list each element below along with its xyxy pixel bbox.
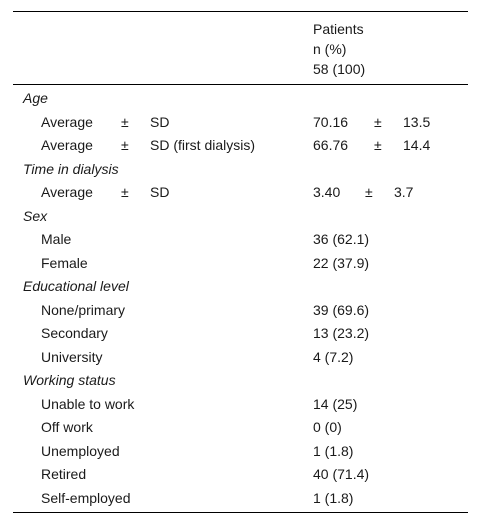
row-label: Male (41, 231, 72, 247)
row-label: Self-employed (41, 489, 131, 506)
row-value: 13 (23.2) (313, 325, 370, 341)
table-row (13, 487, 468, 511)
row-label: Unable to work (41, 395, 135, 412)
row-value: 36 (62.1) (313, 231, 370, 247)
section-age (13, 87, 468, 111)
table-row (13, 299, 468, 323)
section-title: Working status (23, 372, 116, 388)
row-label: Unemployed (41, 442, 120, 459)
plus-minus-sign: ± (121, 184, 129, 200)
row-value: 1 (1.8) (313, 442, 354, 459)
row-label: Secondary (41, 325, 108, 341)
section-title: Sex (23, 207, 48, 224)
section-sex (13, 205, 468, 229)
table-row (13, 181, 468, 205)
table-bottom-rule (13, 512, 468, 513)
table-row (13, 440, 468, 464)
row-value: 39 (69.6) (313, 301, 370, 318)
row-value: 1 (1.8) (313, 489, 354, 506)
header-line-1: Patients (313, 21, 364, 37)
sd-label: SD (first dialysis) (150, 137, 256, 153)
value-plus-minus: ± (374, 113, 382, 130)
table-body (13, 85, 468, 512)
table-row (13, 228, 468, 252)
section-time-in-dialysis (13, 158, 468, 182)
table-row (13, 393, 468, 417)
header-line-3: 58 (100) (313, 61, 366, 77)
row-label: University (41, 348, 103, 365)
row-label: Retired (41, 466, 87, 482)
row-value: 14 (25) (313, 395, 358, 412)
section-working-status (13, 369, 468, 393)
value-plus-minus: ± (374, 137, 382, 153)
plus-minus-sign: ± (121, 137, 129, 153)
value-plus-minus: ± (365, 184, 373, 200)
section-title: Time in dialysis (23, 160, 119, 177)
section-title: Age (23, 90, 48, 106)
value-sd: 14.4 (403, 137, 431, 153)
row-label: Female (41, 254, 88, 271)
value-sd: 3.7 (394, 184, 414, 200)
row-value: 66.76 (313, 137, 349, 153)
section-title: Educational level (23, 278, 129, 294)
row-value: 3.40 (313, 184, 341, 200)
row-label: Average (41, 137, 93, 153)
row-label: Off work (41, 419, 93, 435)
row-value: 70.16 (313, 113, 349, 130)
table-row (13, 322, 468, 346)
row-value: 22 (37.9) (313, 254, 370, 271)
demographics-table (13, 11, 468, 513)
value-sd: 13.5 (403, 113, 431, 130)
row-label: Average (41, 113, 93, 130)
table-row (13, 463, 468, 487)
row-value: 40 (71.4) (313, 466, 370, 482)
section-educational-level (13, 275, 468, 299)
table-row (13, 346, 468, 370)
header-line-2: n (%) (313, 41, 347, 57)
plus-minus-sign: ± (121, 113, 129, 130)
table-row (13, 134, 468, 158)
sd-label: SD (150, 184, 170, 200)
row-value: 4 (7.2) (313, 348, 354, 365)
table-row (13, 252, 468, 276)
sd-label: SD (150, 113, 170, 130)
row-label: None/primary (41, 301, 126, 318)
row-value: 0 (0) (313, 419, 342, 435)
table-row (13, 416, 468, 440)
row-label: Average (41, 184, 93, 200)
table-row (13, 111, 468, 135)
patients-column-header (313, 19, 365, 79)
table-header (13, 12, 468, 84)
